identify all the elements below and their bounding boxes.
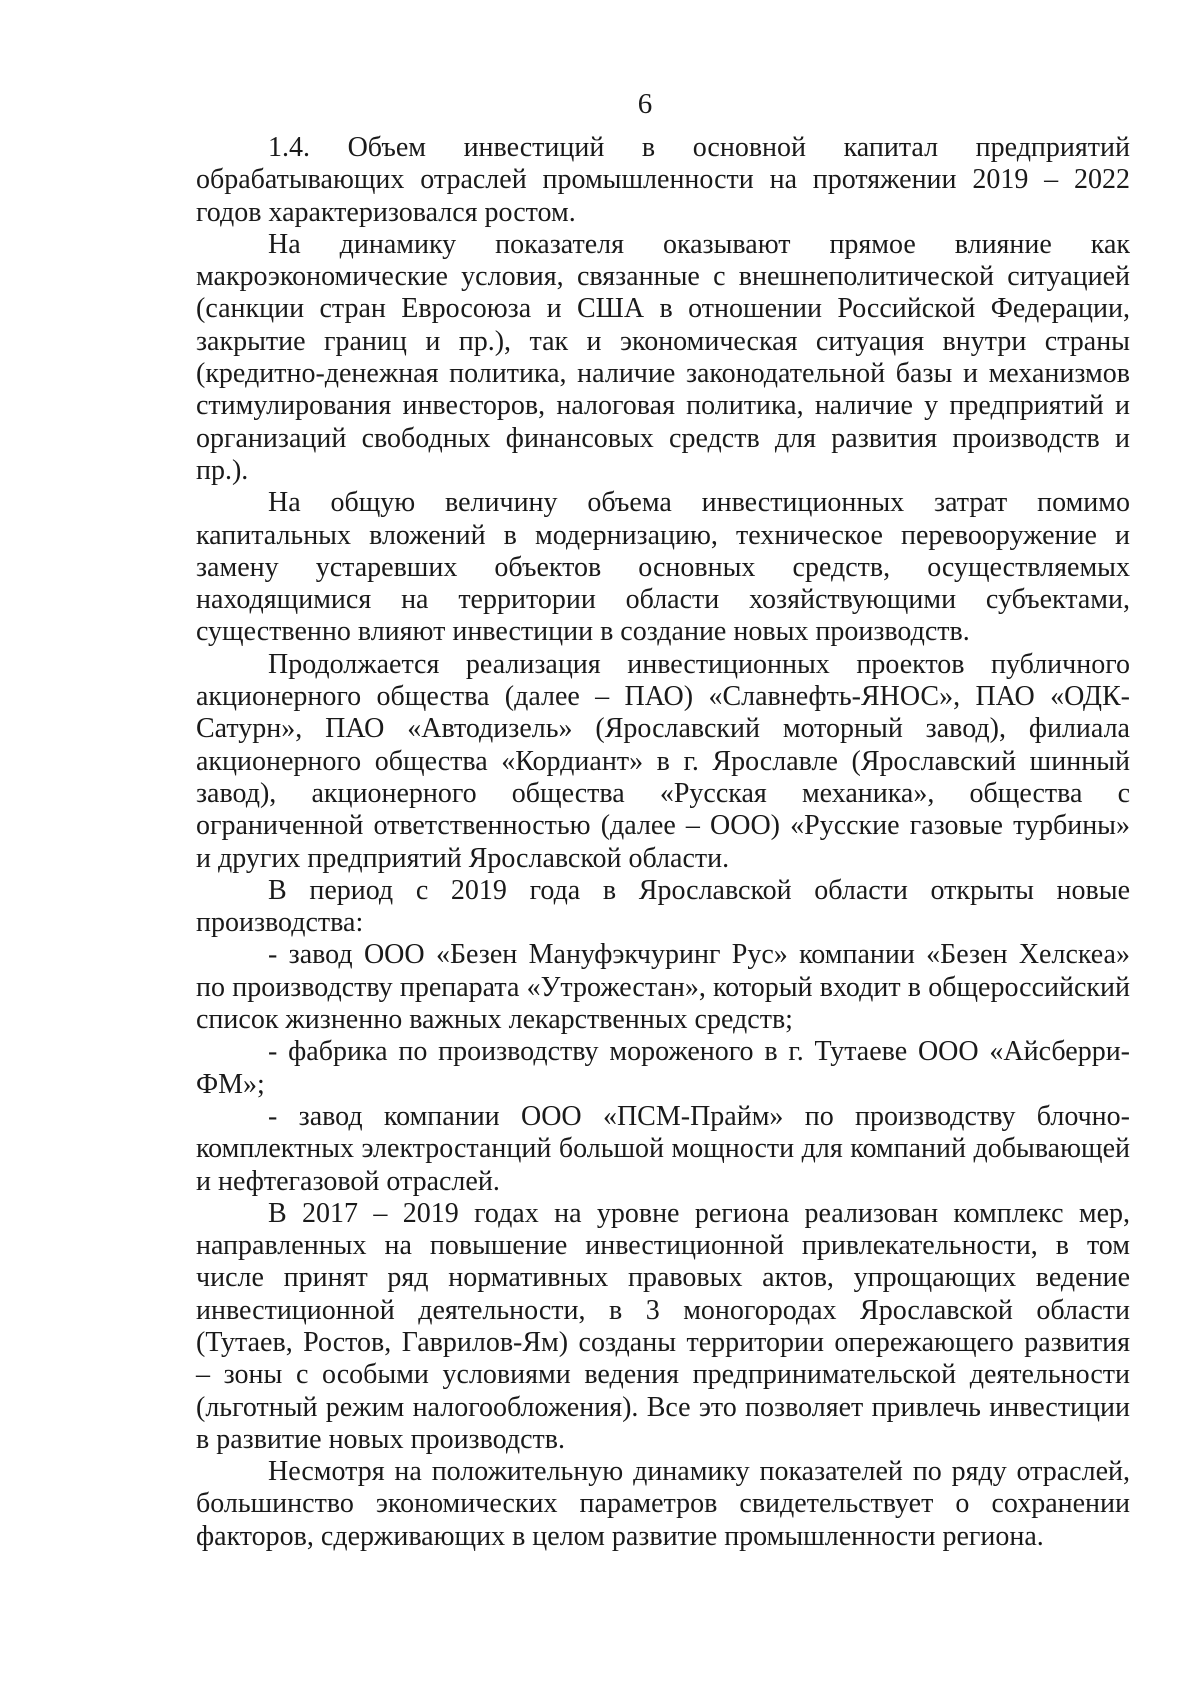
paragraph-new-productions-intro: В период с 2019 года в Ярославской области открыты новые производства: — [196, 874, 1130, 939]
paragraph-dynamics-factors: На динамику показателя оказывают прямое влияние как макроэкономические условия, связанные с внешнеполитической ситуацией (санкции стран Евросоюза и США в отношении Российской Федерации, закрытие границ и пр.), так и экономическая ситуация внутри страны (кредитно-денежная политика, наличие законодательной базы и механизмов стимулирования инвесторов, налоговая политика, наличие у предприятий и организаций свободных финансовых средств для развития производств и пр.). — [196, 228, 1130, 486]
paragraph-investment-growth: 1.4. Объем инвестиций в основной капитал предприятий обрабатывающих отраслей промышленности на протяжении 2019 – 2022 годов характеризовался ростом. — [196, 132, 1130, 228]
list-item-psm-prime-plant: - завод компании ООО «ПСМ-Прайм» по производству блочно-комплектных электростанций большой мощности для компаний добывающей и нефтегазовой отраслей. — [196, 1100, 1130, 1197]
page-number: 6 — [637, 88, 653, 120]
list-item-iceberry-factory: - фабрика по производству мороженого в г. Тутаеве ООО «Айсберри-ФМ»; — [196, 1036, 1130, 1100]
paragraph-conclusion: Несмотря на положительную динамику показателей по ряду отраслей, большинство экономических параметров свидетельствует о сохранении факторов, сдерживающих в целом развитие промышленности региона. — [196, 1456, 1130, 1552]
paragraph-investment-volume: На общую величину объема инвестиционных затрат помимо капитальных вложений в модернизацию, техническое перевооружение и замену устаревших объектов основных средств, осуществляемых находящимися на территории области хозяйствующими субъектами, существенно влияют инвестиции в создание новых производств. — [196, 487, 1130, 648]
paragraph-regional-measures: В 2017 – 2019 годах на уровне региона реализован комплекс мер, направленных на повышение инвестиционной привлекательности, в том числе принят ряд нормативных правовых актов, упрощающих ведение инвестиционной деятельности, в 3 моногородах Ярославской области (Тутаев, Ростов, Гаврилов-Ям) созданы территории опережающего развития – зоны с особыми условиями ведения предпринимательской деятельности (льготный режим налогообложения). Все это позволяет привлечь инвестиции в развитие новых производств. — [196, 1197, 1130, 1455]
list-item-besen-plant: - завод ООО «Безен Мануфэкчуринг Рус» компании «Безен Хелскеа» по производству препарата «Утрожестан», который входит в общероссийский список жизненно важных лекарственных средств; — [196, 939, 1130, 1036]
body-text — [196, 132, 1130, 1553]
paragraph-ongoing-projects: Продолжается реализация инвестиционных проектов публичного акционерного общества (далее – ПАО) «Славнефть-ЯНОС», ПАО «ОДК-Сатурн», ПАО «Автодизель» (Ярославский моторный завод), филиала акционерного общества «Кордиант» в г. Ярославле (Ярославский шинный завод), акционерного общества «Русская механика», общества с ограниченной ответственностью (далее – ООО) «Русские газовые турбины» и других предприятий Ярославской области. — [196, 648, 1130, 874]
